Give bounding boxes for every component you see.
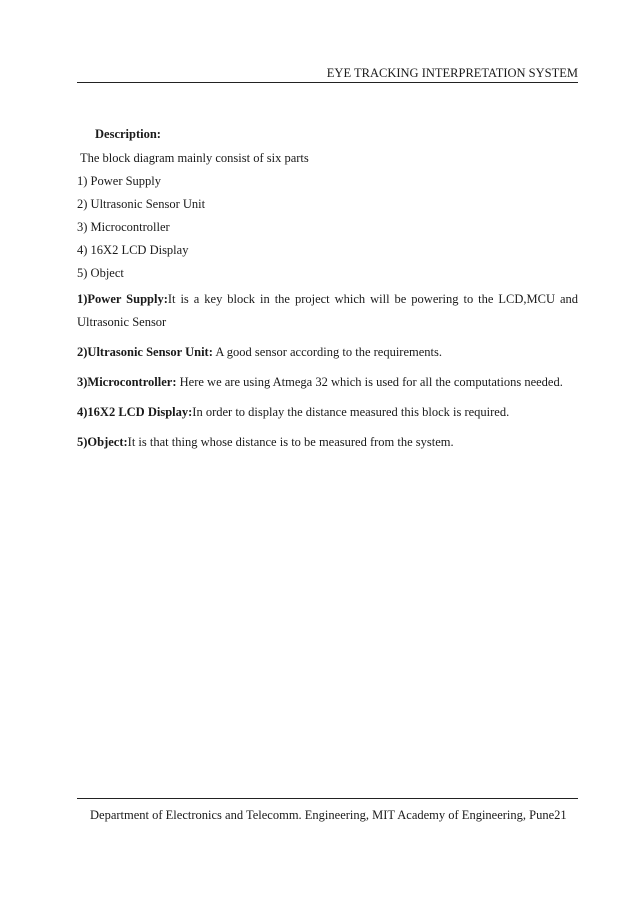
page-header-title: EYE TRACKING INTERPRETATION SYSTEM <box>326 66 578 80</box>
description-heading: Description: <box>95 127 161 141</box>
detail-term: 1)Power Supply: <box>77 292 168 306</box>
list-item: 4) 16X2 LCD Display <box>77 243 189 257</box>
detail-microcontroller <box>77 371 578 394</box>
header-divider <box>77 82 578 83</box>
detail-text: A good sensor according to the requirements. <box>212 345 443 359</box>
detail-power-supply <box>77 288 578 334</box>
detail-lcd-display <box>77 401 578 424</box>
detail-object <box>77 431 578 454</box>
detail-text: It is that thing whose distance is to be measured from the system. <box>127 435 454 449</box>
detail-term: 4)16X2 LCD Display: <box>77 405 193 419</box>
list-item: 2) Ultrasonic Sensor Unit <box>77 197 206 211</box>
detail-text: In order to display the distance measured this block is required. <box>192 405 510 419</box>
detail-text: It is a key block in the project which will be powering to the LCD,MCU and Ultrasonic Sensor <box>77 292 579 329</box>
footer-divider <box>77 798 578 799</box>
detail-term: 3)Microcontroller: <box>77 375 177 389</box>
detail-term: 2)Ultrasonic Sensor Unit: <box>77 345 213 359</box>
page-footer-text: Department of Electronics and Telecomm. Engineering, MIT Academy of Engineering, Pune21 <box>90 808 567 822</box>
page-content <box>77 126 578 454</box>
list-item: 3) Microcontroller <box>77 220 170 234</box>
list-item: 5) Object <box>77 266 124 280</box>
detail-term: 5)Object: <box>77 435 128 449</box>
detail-text: Here we are using Atmega 32 which is used for all the computations needed. <box>176 375 563 389</box>
list-item: 1) Power Supply <box>77 174 162 188</box>
detail-ultrasonic-sensor <box>77 341 578 364</box>
description-intro: The block diagram mainly consist of six parts <box>80 151 309 165</box>
